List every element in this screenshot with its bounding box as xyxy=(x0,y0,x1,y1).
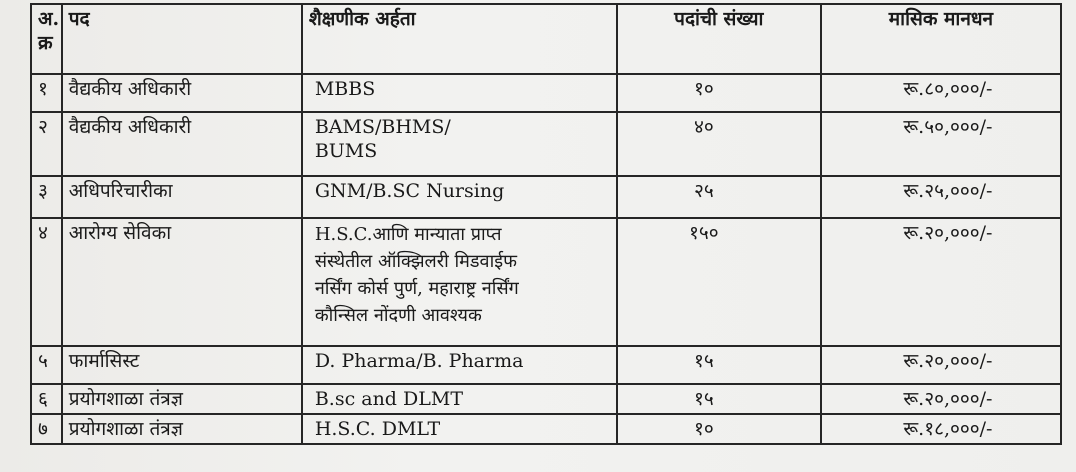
serial-cell: १ xyxy=(31,74,62,112)
qualification-cell: BAMS/BHMS/ BUMS xyxy=(302,112,617,176)
post-cell: फार्मासिस्ट xyxy=(62,346,302,384)
table-row xyxy=(31,112,1061,176)
salary-cell: रू.२५,०००/- xyxy=(821,176,1061,218)
table-row xyxy=(31,176,1061,218)
qualification-cell: D. Pharma/B. Pharma xyxy=(302,346,617,384)
count-cell: १० xyxy=(617,414,821,444)
count-cell: ४० xyxy=(617,112,821,176)
header-salary: मासिक मानधन xyxy=(821,4,1061,74)
salary-cell: रू.२०,०००/- xyxy=(821,346,1061,384)
salary-cell: रू.१८,०००/- xyxy=(821,414,1061,444)
table-row xyxy=(31,414,1061,444)
post-cell: अधिपरिचारीका xyxy=(62,176,302,218)
serial-cell: ४ xyxy=(31,218,62,346)
table-row xyxy=(31,74,1061,112)
count-cell: २५ xyxy=(617,176,821,218)
table-row xyxy=(31,384,1061,414)
header-qualification: शैक्षणीक अर्हता xyxy=(302,4,617,74)
serial-cell: ५ xyxy=(31,346,62,384)
count-cell: १० xyxy=(617,74,821,112)
table-header-row xyxy=(31,4,1061,74)
salary-cell: रू.८०,०००/- xyxy=(821,74,1061,112)
table-row xyxy=(31,218,1061,346)
header-count: पदांची संख्या xyxy=(617,4,821,74)
qualification-cell: H.S.C. DMLT xyxy=(302,414,617,444)
post-cell: वैद्यकीय अधिकारी xyxy=(62,74,302,112)
serial-cell: ३ xyxy=(31,176,62,218)
post-cell: प्रयोगशाळा तंत्रज्ञ xyxy=(62,384,302,414)
count-cell: १५ xyxy=(617,346,821,384)
qualification-cell: H.S.C.आणि मान्याता प्राप्त संस्थेतील ऑक्झिलरी मिडवाईफ नर्सिंग कोर्स पुर्ण, महाराष्ट्र नर्सिंग कौन्सिल नोंदणी आवश्यक xyxy=(302,218,617,346)
table-row xyxy=(31,346,1061,384)
post-cell: वैद्यकीय अधिकारी xyxy=(62,112,302,176)
salary-cell: रू.२०,०००/- xyxy=(821,384,1061,414)
qualification-cell: B.sc and DLMT xyxy=(302,384,617,414)
qualification-cell: GNM/B.SC Nursing xyxy=(302,176,617,218)
serial-cell: ६ xyxy=(31,384,62,414)
post-cell: आरोग्य सेविका xyxy=(62,218,302,346)
salary-cell: रू.५०,०००/- xyxy=(821,112,1061,176)
count-cell: १५ xyxy=(617,384,821,414)
header-serial: अ. क्र xyxy=(31,4,62,74)
recruitment-table xyxy=(30,3,1062,445)
count-cell: १५० xyxy=(617,218,821,346)
salary-cell: रू.२०,०००/- xyxy=(821,218,1061,346)
qualification-cell: MBBS xyxy=(302,74,617,112)
serial-cell: २ xyxy=(31,112,62,176)
post-cell: प्रयोगशाळा तंत्रज्ञ xyxy=(62,414,302,444)
header-post: पद xyxy=(62,4,302,74)
serial-cell: ७ xyxy=(31,414,62,444)
